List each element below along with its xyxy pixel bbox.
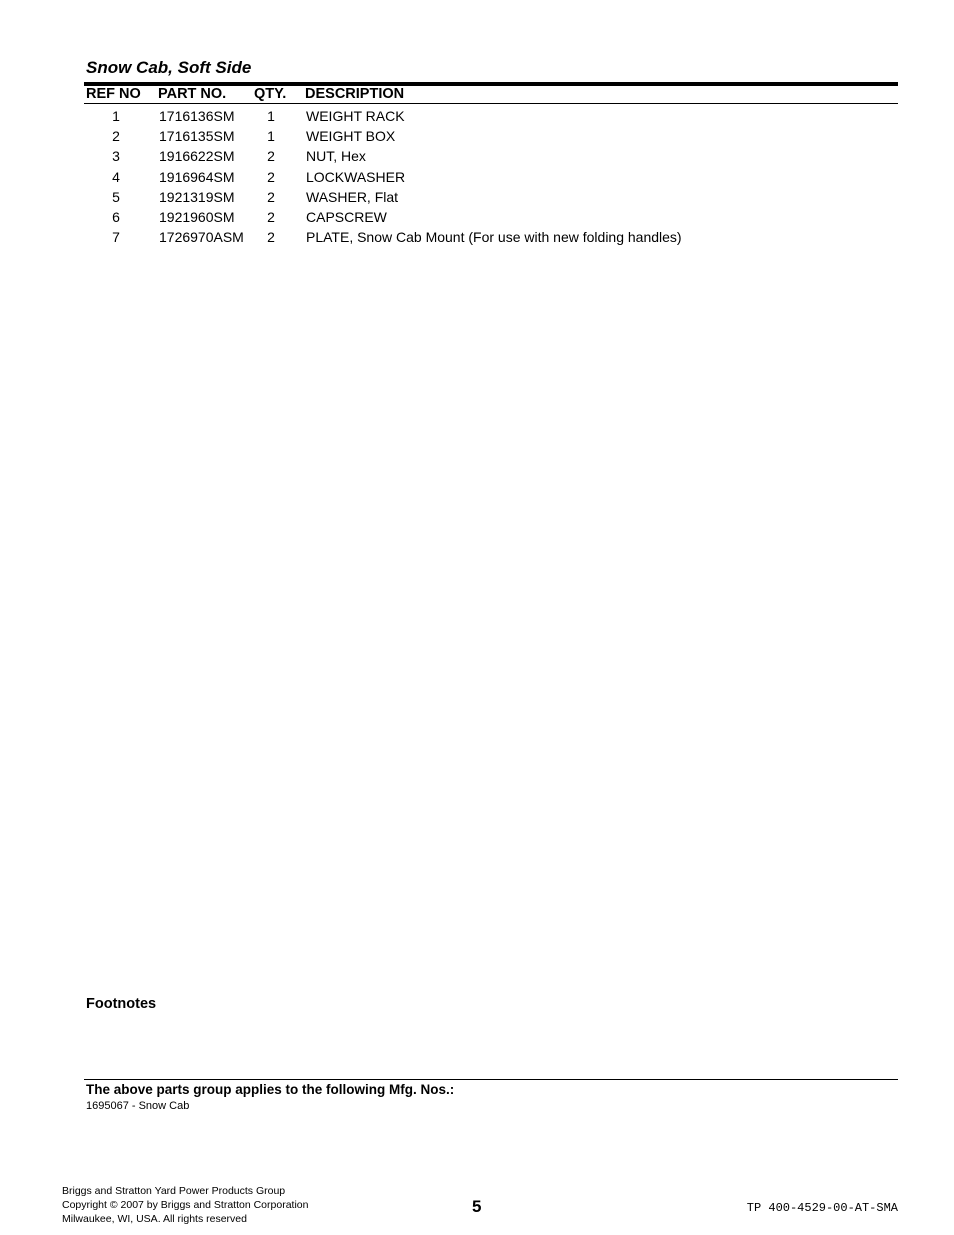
row-qty: 2: [267, 148, 275, 164]
header-qty: QTY.: [254, 86, 287, 102]
table-row: [0, 148, 954, 168]
row-part-no: 1716136SM: [159, 108, 235, 124]
row-qty: 2: [267, 169, 275, 185]
table-row: [0, 128, 954, 148]
row-qty: 2: [267, 229, 275, 245]
row-description: WEIGHT RACK: [306, 108, 405, 124]
row-ref-no: 1: [112, 108, 120, 124]
page-number: 5: [472, 1197, 482, 1216]
row-part-no: 1916622SM: [159, 148, 235, 164]
row-ref-no: 6: [112, 209, 120, 225]
row-part-no: 1916964SM: [159, 169, 235, 185]
row-ref-no: 7: [112, 229, 120, 245]
row-description: WEIGHT BOX: [306, 128, 396, 144]
row-part-no: 1726970ASM: [159, 229, 244, 245]
row-description: CAPSCREW: [306, 209, 387, 225]
row-qty: 1: [267, 128, 275, 144]
row-part-no: 1921319SM: [159, 189, 235, 205]
row-description: WASHER, Flat: [306, 189, 399, 205]
row-description: NUT, Hex: [306, 148, 366, 164]
footnotes-heading: Footnotes: [86, 996, 157, 1012]
footer-copyright-line: Copyright © 2007 by Briggs and Stratton Corporation: [62, 1199, 309, 1211]
row-description: LOCKWASHER: [306, 169, 406, 185]
row-ref-no: 5: [112, 189, 120, 205]
row-ref-no: 4: [112, 169, 120, 185]
footer-location-line: Milwaukee, WI, USA. All rights reserved: [62, 1213, 247, 1225]
row-ref-no: 2: [112, 128, 120, 144]
row-description: PLATE, Snow Cab Mount (For use with new folding handles): [306, 229, 682, 245]
table-row: [0, 189, 954, 209]
header-part-no: PART NO.: [158, 86, 227, 102]
footer-company-line: Briggs and Stratton Yard Power Products Group: [62, 1185, 286, 1197]
mfg-item: 1695067 - Snow Cab: [86, 1100, 190, 1112]
row-part-no: 1716135SM: [159, 128, 235, 144]
header-ref-no: REF NO: [86, 86, 141, 102]
table-row: [0, 229, 954, 249]
section-title: Snow Cab, Soft Side: [86, 58, 252, 77]
row-ref-no: 3: [112, 148, 120, 164]
table-row: [0, 169, 954, 189]
table-row: [0, 209, 954, 229]
table-row: [0, 108, 954, 128]
mfg-divider: [84, 1079, 898, 1080]
mfg-heading: The above parts group applies to the following Mfg. Nos.:: [86, 1082, 455, 1097]
footer-company-info: [62, 1184, 308, 1226]
header-description: DESCRIPTION: [305, 86, 405, 102]
row-qty: 2: [267, 209, 275, 225]
row-qty: 1: [267, 108, 275, 124]
header-divider: [84, 103, 898, 104]
row-part-no: 1921960SM: [159, 209, 235, 225]
document-number: TP 400-4529-00-AT-SMA: [746, 1201, 898, 1215]
row-qty: 2: [267, 189, 275, 205]
